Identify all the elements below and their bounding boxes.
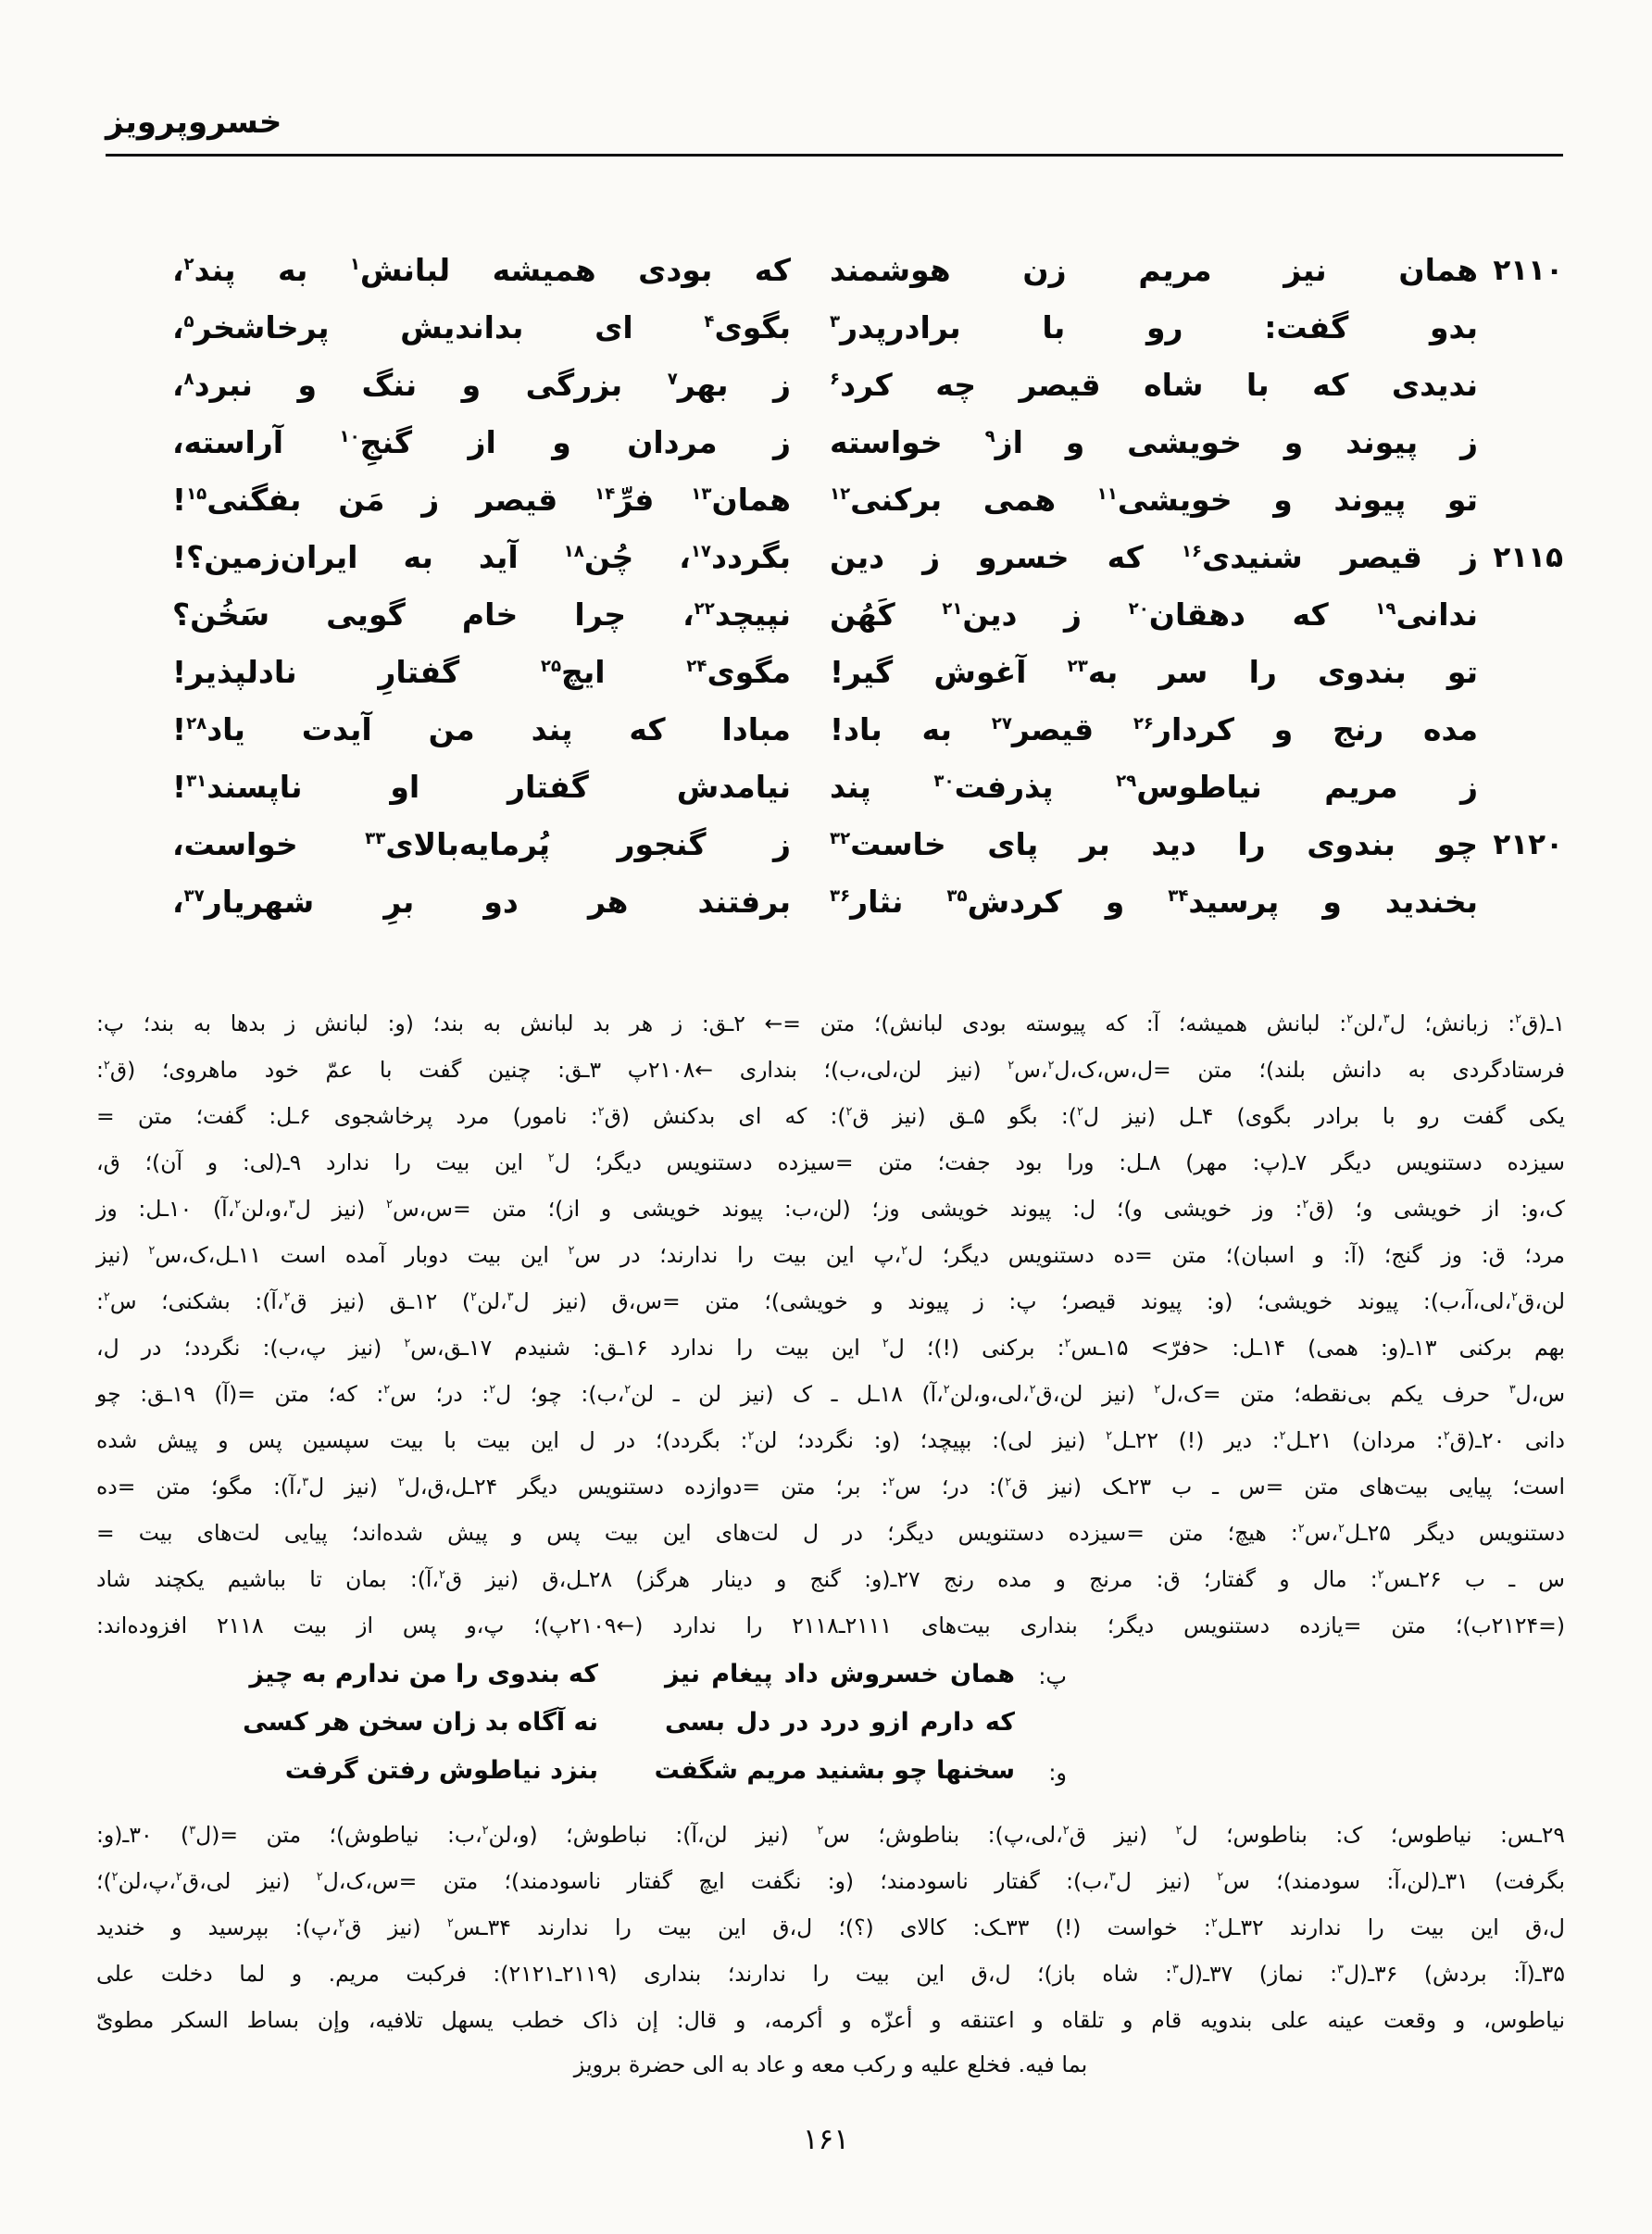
verse-row — [172, 309, 1563, 367]
arabic-closing-line: بما فیه. فخلع علیه و رکب معه و عاد به الی حضرة برویز — [573, 2052, 1088, 2077]
footnote-line: (=۲۱۲۴ب)؛ متن =یازده دستنویس دیگر؛ بنداری بیت‌های ۲۱۱۱ـ۲۱۱۸ را ندارد (←۲۱۰۹پ)؛ پ،و پس از بیت ۲۱۱۸ افزوده‌اند: — [96, 1613, 1565, 1638]
inset-hemistich-right: سخنها چو بشنید مریم شگفت — [654, 1756, 1015, 1785]
footnote-line: ۳۵ـ(آ: بردش) ۳۶ـ(ل$^۳$: نماز) ۳۷ـ(ل$^۳$: شاه باز)؛ ل،ق این بیت را ندارند؛ بنداری (۲۱۱۹ـ۲۱۲۱): فرکبت مریم. و لما دخلت علی — [96, 1961, 1565, 1987]
hemistich-left: بگوی$^۴$ ای بداندیش پرخاشخر$^۵$، — [172, 309, 791, 345]
footnote-line: س ـ ب ۲۶ـس$^۲$: مال و گفتار؛ ق: مرنج و مده رنج ۲۷ـ(و: گنج و دینار هرگز) ۲۸ـل،ق (نیز ق$^۲$،آ): بمان تا بباشیم یکچند شاد — [96, 1566, 1565, 1592]
hemistich-left: بگردد$^{۱۷}$، چُن$^{۱۸}$ آید به ایران‌زمین؟! — [172, 539, 791, 575]
hemistich-right: چو بندوی را دید بر پای خاست$^{۳۲}$ — [830, 826, 1478, 862]
hemistich-left: ز بهر$^۷$ بزرگی و ننگ و نبرد$^۸$، — [172, 367, 791, 403]
verse-row — [172, 769, 1563, 826]
inset-variant-verses — [243, 1660, 1067, 1804]
hemistich-right: بخندید و پرسید$^{۳۴}$ و کردش$^{۳۵}$ نثار$^{۳۶}$ — [830, 884, 1478, 920]
hemistich-left: مبادا که پند من آیدت یاد$^{۲۸}$! — [172, 711, 791, 747]
manuscript-siglum-label: پ: — [1038, 1663, 1067, 1689]
hemistich-right: ندیدی که با شاه قیصر چه کرد$^۶$ — [830, 367, 1478, 403]
footnote-line: یکی گفت رو با برادر بگوی) ۴ـل (نیز ل$^۲$): بگو ۵ـق (نیز ق$^۲$): که ای بدکنش (ق$^۲$: نامور) مرد پرخاشجوی ۶ـل: گفت؛ متن = — [96, 1103, 1566, 1129]
inset-verse-row — [243, 1708, 1067, 1756]
footnote-line: فرستادگردی به دانش بلند)؛ متن =ل،س،ک،ل$^۲$،س$^۲$ (نیز لن،لی،ب)؛ بنداری ←۲۱۰۸پ ۳ـق: چنین گفت با عمّ خود ماهروی؛ (ق$^۲$: — [96, 1057, 1566, 1083]
footnote-line: دستنویس دیگر ۲۵ـل$^۲$،س$^۲$: هیچ؛ متن =سیزده دستنویس دیگر؛ در ل لت‌های این بیت پس و پیش شده‌اند؛ پیایی لت‌های بیت = — [96, 1520, 1565, 1546]
verse-row — [172, 482, 1563, 539]
hemistich-left: ز مردان و از گنجِ$^{۱۰}$ آراسته، — [172, 424, 791, 460]
verse-row — [172, 826, 1563, 884]
footnote-line: دانی ۲۰ـ(ق$^۲$: مردان) ۲۱ـل$^۲$: دیر (!) ۲۲ـل$^۲$ (نیز لی): بپیچد؛ (و: نگردد؛ لن$^۲$: بگردد)؛ در ل این بیت با بیت سپسین پس و پیش شده — [96, 1427, 1566, 1453]
verse-number — [1478, 367, 1563, 369]
footnote-line: س،ل$^۳$ حرف یکم بی‌نقطه؛ متن =ک،ل$^۲$ (نیز لن،ق$^۲$،لی،و،لن$^۲$،آ) ۱۸ـل ـ ک (نیز لن ـ لن$^۲$،ب): چو؛ ل$^۲$: در؛ س$^۲$: که؛ متن =(آ) ۱۹ـق: چو — [96, 1381, 1566, 1407]
inset-verse-row — [284, 1756, 1067, 1804]
footnote-line: بهم برکنی ۱۳ـ(و: همی) ۱۴ـل: <فرّ> ۱۵ـس$^۲$: برکنی (!)؛ ل$^۲$ این بیت را ندارد ۱۶ـق: شنیدم ۱۷ـق،س$^۲$ (نیز پ،ب): نگردد؛ در ل، — [96, 1335, 1566, 1361]
verse-row — [172, 252, 1563, 309]
verse-row — [172, 424, 1563, 482]
hemistich-right: همان نیز مریم زن هوشمند — [830, 252, 1478, 288]
hemistich-right: ز قیصر شنیدی$^{۱۶}$ که خسرو ز دین — [830, 539, 1478, 575]
verse-number: ۲۱۱۰ — [1493, 254, 1563, 287]
inset-hemistich-right: همان خسروش داد پیغام نیز — [665, 1660, 1015, 1688]
footnotes-top — [96, 1000, 1565, 1649]
verse-row — [172, 711, 1563, 769]
hemistich-right: تو بندوی را سر به$^{۲۳}$ آغوش گیر! — [830, 654, 1478, 690]
verse-number — [1478, 654, 1563, 656]
verse-row — [172, 367, 1563, 424]
verse-row — [172, 596, 1563, 654]
footnote-line: ۱ـ(ق$^۲$: زبانش؛ ل$^۳$،لن$^۲$: لبانش همیشه؛ آ: که پیوسته بودی لبانش)؛ متن =← ۲ـق: ز هر بد لبانش به بند؛ (و: لبانش ز بدها به بند؛ پ: — [96, 1010, 1565, 1036]
footnote-line: سیزده دستنویس دیگر ۷ـ(پ: مهر) ۸ـل: ورا بود جفت؛ متن =سیزده دستنویس دیگر؛ ل$^۲$ این بیت را ندارد ۹ـ(لی: و آن)؛ ق، — [96, 1149, 1565, 1175]
hemistich-right: بدو گفت: رو با برادرپدر$^۳$ — [830, 309, 1478, 345]
verse-number — [1478, 769, 1563, 771]
page-number: ۱۶۱ — [803, 2123, 849, 2156]
footnote-line: بگرفت) ۳۱ـ(لن،آ: سودمند)؛ س$^۲$ (نیز ل$^۳$،ب): گفتار ناسودمند؛ (و: نگفت ایچ گفتار ناسودمند)؛ متن =س،ک،ل$^۲$ (نیز لی،ق$^۲$،پ،لن$^۲$)؛ — [96, 1868, 1566, 1894]
hemistich-right: ز پیوند و خویشی و از$^۹$ خواسته — [830, 424, 1478, 460]
hemistich-left: نپیچد$^{۲۲}$، چرا خام گویی سَخُن؟ — [172, 596, 791, 633]
hemistich-right: تو پیوند و خویشی$^{۱۱}$ همی برکنی$^{۱۲}$ — [830, 482, 1478, 518]
hemistich-left: مگوی$^{۲۴}$ ایچ$^{۲۵}$ گفتارِ نادلپذیر! — [172, 654, 791, 690]
footnote-line: لن،ق$^۲$،لی،آ،ب): پیوند خویشی؛ (و: پیوند قیصر؛ پ: ز پیوند و خویشی)؛ متن =س،ق (نیز ل$^۳$،لن$^۲$) ۱۲ـق (نیز ق$^۲$،آ): بشکنی؛ س$^۲$: — [96, 1288, 1565, 1314]
header-rule — [106, 154, 1563, 157]
footnote-line: ل،ق این بیت را ندارند ۳۲ـل$^۲$: خواست (!) ۳۳ـک: کالای (؟)؛ ل،ق این بیت را ندارند ۳۴ـس$^۲$ (نیز ق$^۲$،پ): بپرسید و خندید — [96, 1914, 1565, 1940]
verse-number: ۲۱۲۰ — [1493, 828, 1563, 861]
footnote-line: مرد؛ ق: وز گنج؛ (آ: و اسبان)؛ متن =ده دستنویس دیگر؛ ل$^۲$،پ این بیت را ندارند؛ در س$^۲$ این بیت دوبار آمده است ۱۱ـل،ک،س$^۲$ (نیز — [96, 1242, 1565, 1268]
verse-row — [172, 654, 1563, 711]
hemistich-left: همان$^{۱۳}$ فرِّ$^{۱۴}$ قیصر ز مَن بفگنی$^{۱۵}$! — [172, 482, 791, 518]
hemistich-left: نیامدش گفتار او ناپسند$^{۳۱}$! — [172, 769, 791, 805]
inset-hemistich-left: که بندوی را من ندارم به چیز — [249, 1660, 598, 1688]
footnote-line: نیاطوس، و وقعت عینه علی بندویه قام و تلقاه و اعتنقه و أعزّه و أکرمه، و قال: إن ذاک خطب یسهل تلافیه، وإن بساط السکر مطویّ — [96, 2007, 1565, 2033]
inset-hemistich-left: بنزد نیاطوش رفتن گرفت — [284, 1756, 598, 1785]
verse-row — [172, 539, 1563, 596]
hemistich-left: ز گنجور پُرمایه‌بالای$^{۳۳}$ خواست، — [172, 826, 791, 862]
verse-number — [1478, 309, 1563, 311]
footnote-line: ک،و: از خویشی و؛ (ق$^۲$: وز خویشی و)؛ ل: پیوند خویشی وز؛ (لن،ب: پیوند خویشی و از)؛ متن =س،س$^۲$ (نیز ل$^۳$،و،لن$^۲$،آ) ۱۰ـل: وز — [96, 1196, 1565, 1222]
verse-block — [172, 252, 1563, 941]
hemistich-left: برفتند هر دو برِ شهریار$^{۳۷}$، — [172, 884, 791, 920]
inset-hemistich-left: نه آگاه بد زان سخن هر کسی — [243, 1708, 598, 1737]
inset-verse-row — [249, 1660, 1067, 1708]
verse-number — [1478, 482, 1563, 483]
manuscript-siglum-label — [1015, 1708, 1067, 1712]
hemistich-left: که بودی همیشه لبانش$^۱$ به پند$^۲$، — [172, 252, 791, 288]
hemistich-right: ز مریم نیاطوس$^{۲۹}$ پذرفت$^{۳۰}$ پند — [830, 769, 1479, 805]
verse-number: ۲۱۱۵ — [1493, 541, 1563, 574]
running-header: خسروپرویز — [106, 104, 282, 141]
verse-number — [1478, 884, 1563, 885]
footnote-line: است؛ پیایی بیت‌های متن =س ـ ب ۲۳ـک (نیز ق$^۲$): در؛ س$^۲$: بر؛ متن =دوازده دستنویس دیگر ۲۴ـل،ق،ل$^۲$ (نیز ل$^۳$،آ): مگو؛ متن =ده — [96, 1474, 1565, 1500]
manuscript-siglum-label: و: — [1048, 1760, 1067, 1786]
hemistich-right: ندانی$^{۱۹}$ که دهقان$^{۲۰}$ ز دین$^{۲۱}$ کَهُن — [830, 596, 1478, 633]
verse-number — [1478, 424, 1563, 426]
verse-number — [1478, 711, 1563, 713]
inset-hemistich-right: که دارم ازو درد در دل بسی — [665, 1708, 1015, 1737]
verse-row — [172, 884, 1563, 941]
footnotes-bottom — [96, 1812, 1565, 2043]
verse-number — [1478, 596, 1563, 598]
hemistich-right: مده رنج و کردار$^{۲۶}$ قیصر$^{۲۷}$ به باد! — [830, 711, 1478, 747]
footnote-line: ۲۹ـس: نیاطوس؛ ک: بناطوس؛ ل$^۲$ (نیز ق$^۲$،لی،پ): بناطوش؛ س$^۲$ (نیز لن،آ): نباطوش؛ (و،لن$^۲$،ب: نیاطوش)؛ متن =(ل$^۳$) ۳۰ـ(و: — [96, 1822, 1565, 1848]
